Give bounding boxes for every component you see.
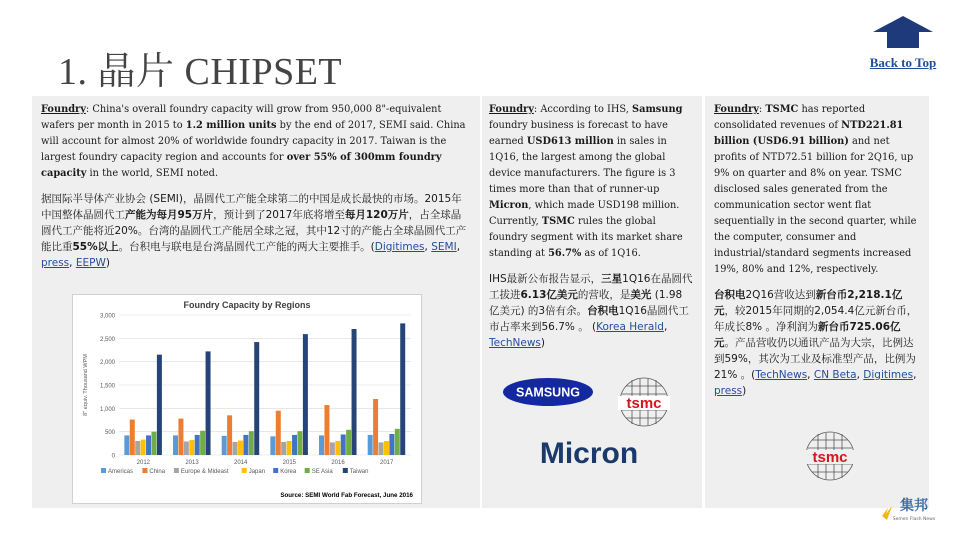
bar: [238, 441, 243, 455]
bar: [379, 442, 384, 455]
bar: [157, 355, 162, 455]
chart-title: Foundry Capacity by Regions: [183, 300, 311, 310]
bar: [303, 334, 308, 455]
y-tick-label: 3,000: [99, 313, 115, 320]
link-press[interactable]: press: [41, 257, 70, 269]
bar: [368, 435, 373, 455]
bar: [124, 435, 129, 455]
legend-label: SE Asia: [311, 469, 333, 475]
bar: [346, 430, 351, 455]
legend-label: Taiwan: [349, 469, 369, 475]
y-tick-label: 1,500: [99, 383, 115, 390]
y-tick-label: 500: [104, 430, 115, 437]
bar: [233, 442, 238, 455]
up-arrow-icon[interactable]: [871, 14, 935, 50]
x-tick-label: 2014: [233, 460, 248, 466]
link-korea-herald[interactable]: Korea Herald: [596, 321, 664, 333]
tsmc-logo-2-text: tsmc: [812, 449, 848, 466]
bar: [324, 405, 329, 455]
corner-brand-logo: [878, 494, 938, 524]
page-title: 1. 晶片 CHIPSET: [58, 51, 343, 93]
x-tick-label: 2017: [379, 460, 394, 466]
legend-label: Japan: [248, 469, 266, 475]
link-press[interactable]: press: [714, 385, 743, 397]
bar: [341, 434, 346, 455]
bar: [330, 442, 335, 455]
legend-swatch: [242, 468, 247, 473]
bar: [222, 436, 227, 455]
legend-label: Europe & Mideast: [180, 469, 229, 475]
bar: [276, 411, 281, 455]
bar: [292, 435, 297, 455]
bar: [389, 434, 394, 455]
col1-english-text: Foundry: China's overall foundry capacity will grow from 950,000 8"-equivalent wafers per month in 2015 to 1.2 million units by the end of 2017, SEMI said. China will account for almost 20% of worldwide foundry capacity in 2017. Taiwan is the largest foundry capacity region and accounts for over 55% of 300mm foundry capacity in the world, SEMI noted.: [41, 104, 466, 179]
bar: [173, 435, 178, 455]
legend-label: Korea: [280, 469, 297, 475]
bar: [400, 323, 405, 455]
bar: [249, 431, 254, 455]
tsmc-logo-2: [798, 430, 862, 482]
legend-swatch: [101, 468, 106, 473]
bar: [243, 435, 248, 455]
link-technews[interactable]: TechNews: [755, 369, 808, 381]
samsung-logo-text: SAMSUNG: [516, 385, 580, 400]
y-tick-label: 0: [111, 453, 115, 460]
legend-swatch: [273, 468, 278, 473]
link-cnbeta[interactable]: CN Beta: [813, 369, 857, 381]
bar: [270, 436, 275, 455]
legend-swatch: [343, 468, 348, 473]
bar: [151, 432, 156, 455]
micron-logo: [528, 435, 650, 471]
col3-english-text: Foundry: TSMC has reported consolidated revenues of NTD221.81 billion (USD6.91 billion) and net profits of NTD72.51 billion for 2Q16, up 9% on quarter and 8% on year. TSMC disclosed sales generated from the communication sector went flat sequentially in the second quarter, while the computer, consumer and industrial/standard segments increased 19%, 80% and 12%, respectively.: [714, 104, 917, 275]
bar: [227, 415, 232, 455]
link-eepw[interactable]: EEPW: [75, 257, 106, 269]
y-tick-label: 2,000: [99, 360, 115, 367]
bar: [206, 351, 211, 455]
bar: [189, 440, 194, 455]
bar: [297, 431, 302, 455]
x-tick-label: 2016: [331, 460, 345, 466]
x-tick-label: 2015: [282, 460, 297, 466]
x-tick-label: 2013: [185, 460, 199, 466]
back-to-top-link[interactable]: Back to Top: [869, 55, 937, 70]
bar: [281, 442, 286, 455]
col3-chinese-text: 台积电2Q16营收达到新台币2,218.1亿元，较2015年同期的2,054.4亿元新台币，年成长8% 。净利润为新台币725.06亿元。产品营收仍以通讯产品为大宗，比例达到59%，其次为工业及标准型产品，比例为21% 。(TechNews, CN Beta, Digitimes, press): [714, 289, 918, 397]
bar: [195, 435, 200, 455]
link-digitimes[interactable]: Digitimes: [374, 241, 425, 253]
corner-brand-text: Semen Flash News: [892, 517, 936, 522]
legend-swatch: [142, 468, 147, 473]
col2-chinese-text: IHS最新公布报告显示，三星1Q16在晶圆代工拔进6.13亿美元的营收，是美光 (1.98 亿美元) 的3倍有余。台积电1Q16晶圆代工市占率来到56.7% 。 (Korea Herald, TechNews): [489, 273, 693, 349]
bar: [130, 420, 135, 455]
samsung-logo: [502, 376, 594, 408]
y-tick-label: 1,000: [99, 406, 115, 413]
bar: [373, 399, 378, 455]
foundry-capacity-chart: [72, 294, 422, 504]
link-semi[interactable]: SEMI: [431, 241, 457, 253]
y-axis-label: 8" equiv. Thousand WPM: [83, 354, 89, 416]
legend-swatch: [305, 468, 310, 473]
bar: [135, 441, 140, 455]
x-tick-label: 2012: [136, 460, 151, 466]
micron-logo-text: Micron: [539, 437, 639, 470]
bar: [146, 435, 151, 455]
tsmc-logo-text: tsmc: [626, 395, 662, 412]
tsmc-logo: [612, 376, 676, 428]
legend-swatch: [174, 468, 179, 473]
chart-svg: [73, 295, 421, 503]
bar: [335, 441, 340, 455]
legend-label: China: [149, 469, 166, 475]
bar: [384, 441, 389, 455]
bar: [178, 419, 183, 455]
bar: [319, 435, 324, 455]
bar: [395, 429, 400, 455]
back-to-top[interactable]: [858, 14, 948, 71]
bar: [352, 329, 357, 455]
y-tick-label: 2,500: [99, 336, 115, 343]
legend-label: Americas: [108, 469, 134, 475]
link-digitimes[interactable]: Digitimes: [863, 369, 914, 381]
bar: [200, 431, 205, 455]
chart-source: Source: SEMI World Fab Forecast, June 2016: [280, 492, 413, 499]
bar: [141, 440, 146, 455]
svg-text:集邦: 集邦: [900, 498, 928, 514]
bar: [184, 441, 189, 455]
col2-english-text: Foundry: According to IHS, Samsung foundry business is forecast to have earned USD613 million in sales in 1Q16, the largest among the global device manufacturers. The figure is 3 times more than that of runner-up Micron, which made USD198 million. Currently, TSMC rules the global foundry segment with its market share standing at 56.7% as of 1Q16.: [489, 104, 683, 259]
bar: [254, 342, 259, 455]
link-technews[interactable]: TechNews: [489, 337, 541, 349]
bar: [287, 441, 292, 455]
col1-chinese-text: 据国际半导体产业协会 (SEMI)，晶圆代工产能全球第二的中国是成长最快的市场。2015年中国整体晶圆代工产能为每月95万片，预计到了2017年底将增至每月120万片，占全球晶圆代工产能将近20%。台湾的晶圆代工产能居全球之冠，其中12寸的产能占全球晶圆代工产能比重55%以上。台积电与联电是台湾晶圆代工产能的两大主要推手。(Digitimes, SEMI, press, EEPW): [41, 193, 467, 269]
